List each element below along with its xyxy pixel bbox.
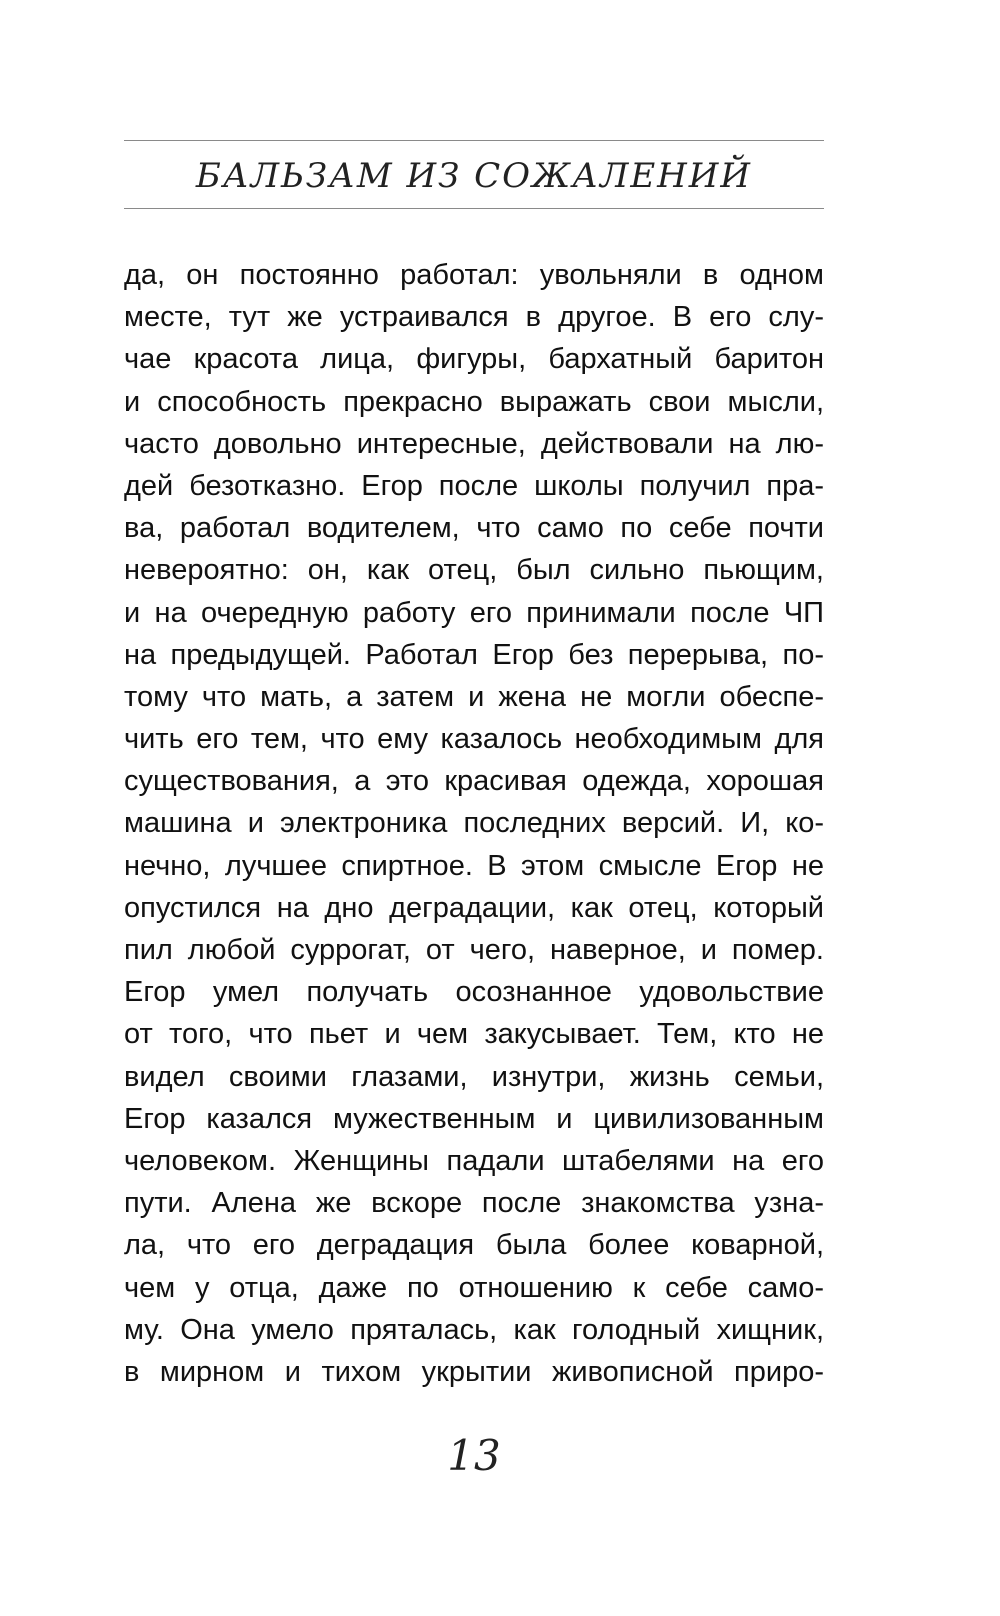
text-line: на предыдущей. Работал Егор без перерыва, по-	[124, 638, 824, 671]
running-title: БАЛЬЗАМ ИЗ СОЖАЛЕНИЙ	[195, 156, 753, 196]
text-line: ла, что его деградация была более коварной,	[124, 1229, 824, 1262]
text-line: видел своими глазами, изнутри, жизнь семьи,	[124, 1060, 824, 1093]
header-bottom-rule	[124, 208, 824, 209]
text-line: опустился на дно деградации, как отец, который	[124, 891, 824, 924]
text-line: часто довольно интересные, действовали на лю-	[124, 427, 824, 460]
text-line: месте, тут же устраивался в другое. В его слу-	[124, 301, 824, 334]
text-line: му. Она умело пряталась, как голодный хищник,	[124, 1313, 824, 1346]
text-line: Егор умел получать осознанное удовольствие	[124, 976, 824, 1009]
text-line: пути. Алена же вскоре после знакомства узна-	[124, 1187, 824, 1220]
text-line: и на очередную работу его принимали после ЧП	[124, 596, 824, 629]
text-line: пил любой суррогат, от чего, наверное, и помер.	[124, 934, 824, 966]
text-line: машина и электроника последних версий. И, ко-	[124, 807, 824, 840]
text-line: и способность прекрасно выражать свои мысли,	[124, 385, 824, 418]
text-line: в мирном и тихом укрытии живописной приро-	[124, 1355, 824, 1388]
text-line: тому что мать, а затем и жена не могли обеспе-	[124, 680, 824, 713]
text-line: Егор казался мужественным и цивилизованным	[124, 1102, 824, 1135]
body-text	[124, 254, 824, 1393]
page-number: 13	[447, 1431, 501, 1480]
text-line: да, он постоянно работал: увольняли в одном	[124, 259, 824, 291]
text-line: нечно, лучшее спиртное. В этом смысле Егор не	[124, 849, 824, 882]
text-line: чить его тем, что ему казалось необходимым для	[124, 723, 824, 756]
text-line: человеком. Женщины падали штабелями на его	[124, 1144, 824, 1177]
text-line: дей безотказно. Егор после школы получил пра-	[124, 469, 824, 502]
text-line: ва, работал водителем, что само по себе почти	[124, 512, 824, 545]
text-line: существования, а это красивая одежда, хорошая	[124, 765, 824, 798]
text-line: от того, что пьет и чем закусывает. Тем, кто не	[124, 1018, 824, 1051]
text-line: чае красота лица, фигуры, бархатный баритон	[124, 343, 824, 376]
text-line: чем у отца, даже по отношению к себе само-	[124, 1271, 824, 1304]
header-top-rule	[124, 140, 824, 141]
text-line: невероятно: он, как отец, был сильно пьющим,	[124, 554, 824, 587]
